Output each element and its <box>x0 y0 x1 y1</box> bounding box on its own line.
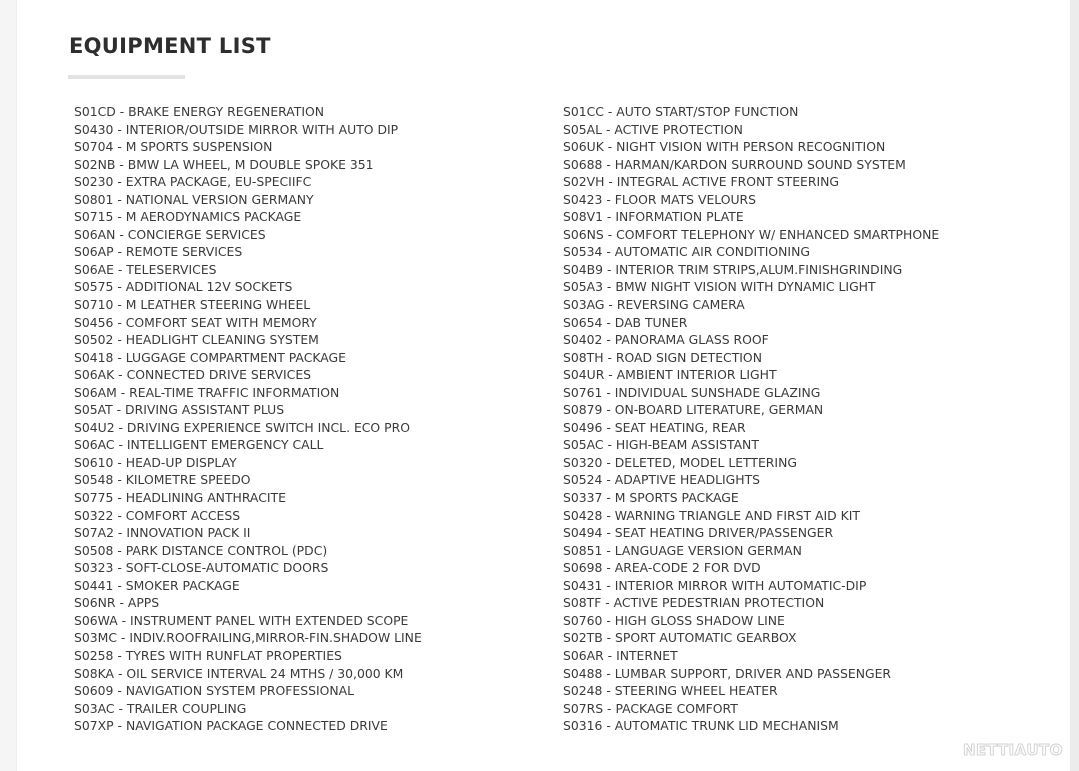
equipment-item: S0428 - WARNING TRIANGLE AND FIRST AID KIT <box>563 507 860 523</box>
equipment-item: S08TH - ROAD SIGN DETECTION <box>563 349 762 365</box>
equipment-item: S03AC - TRAILER COUPLING <box>74 700 247 716</box>
equipment-item: S04U2 - DRIVING EXPERIENCE SWITCH INCL. ECO PRO <box>74 419 410 435</box>
equipment-item: S06WA - INSTRUMENT PANEL WITH EXTENDED SCOPE <box>74 612 409 628</box>
equipment-item: S0494 - SEAT HEATING DRIVER/PASSENGER <box>563 525 834 541</box>
equipment-item: S0402 - PANORAMA GLASS ROOF <box>563 332 769 348</box>
equipment-item: S0320 - DELETED, MODEL LETTERING <box>563 454 797 470</box>
equipment-item: S0704 - M SPORTS SUSPENSION <box>74 139 273 155</box>
equipment-item: S0610 - HEAD-UP DISPLAY <box>74 454 237 470</box>
equipment-item: S0230 - EXTRA PACKAGE, EU-SPECIIFC <box>74 174 312 190</box>
equipment-item: S0534 - AUTOMATIC AIR CONDITIONING <box>563 244 810 260</box>
document-page <box>16 0 1072 771</box>
equipment-item: S06AC - INTELLIGENT EMERGENCY CALL <box>74 437 324 453</box>
equipment-item: S0851 - LANGUAGE VERSION GERMAN <box>563 542 802 558</box>
equipment-item: S0248 - STEERING WHEEL HEATER <box>563 683 778 699</box>
equipment-item: S0423 - FLOOR MATS VELOURS <box>563 191 757 207</box>
equipment-item: S06AP - REMOTE SERVICES <box>74 244 243 260</box>
equipment-item: S0760 - HIGH GLOSS SHADOW LINE <box>563 612 785 628</box>
equipment-item: S08TF - ACTIVE PEDESTRIAN PROTECTION <box>563 595 825 611</box>
equipment-item: S02NB - BMW LA WHEEL, M DOUBLE SPOKE 351 <box>74 156 374 172</box>
equipment-item: S0710 - M LEATHER STEERING WHEEL <box>74 297 311 313</box>
page-edge <box>1070 0 1079 771</box>
equipment-item: S0488 - LUMBAR SUPPORT, DRIVER AND PASSENGER <box>563 665 892 681</box>
equipment-item: S0688 - HARMAN/KARDON SURROUND SOUND SYSTEM <box>563 156 906 172</box>
equipment-item: S0548 - KILOMETRE SPEEDO <box>74 472 251 488</box>
equipment-item: S0502 - HEADLIGHT CLEANING SYSTEM <box>74 332 319 348</box>
equipment-item: S0761 - INDIVIDUAL SUNSHADE GLAZING <box>563 384 821 400</box>
equipment-item: S0698 - AREA-CODE 2 FOR DVD <box>563 560 761 576</box>
equipment-item: S06UK - NIGHT VISION WITH PERSON RECOGNITION <box>563 139 886 155</box>
equipment-item: S0441 - SMOKER PACKAGE <box>74 577 240 593</box>
equipment-item: S0337 - M SPORTS PACKAGE <box>563 490 739 506</box>
equipment-item: S04B9 - INTERIOR TRIM STRIPS,ALUM.FINISHGRINDING <box>563 261 903 277</box>
equipment-item: S06NS - COMFORT TELEPHONY W/ ENHANCED SMARTPHONE <box>563 226 940 242</box>
equipment-item: S06AE - TELESERVICES <box>74 261 217 277</box>
title-underline <box>68 75 185 79</box>
equipment-item: S06AN - CONCIERGE SERVICES <box>74 226 266 242</box>
watermark-logo: NETTIAUTO <box>962 741 1063 759</box>
equipment-item: S0258 - TYRES WITH RUNFLAT PROPERTIES <box>74 647 342 663</box>
equipment-item: S0609 - NAVIGATION SYSTEM PROFESSIONAL <box>74 683 355 699</box>
equipment-item: S05AL - ACTIVE PROTECTION <box>563 121 743 137</box>
equipment-item: S08KA - OIL SERVICE INTERVAL 24 MTHS / 30,000 KM <box>74 665 404 681</box>
equipment-item: S07A2 - INNOVATION PACK II <box>74 525 251 541</box>
equipment-item: S04UR - AMBIENT INTERIOR LIGHT <box>563 367 777 383</box>
equipment-item: S0496 - SEAT HEATING, REAR <box>563 419 746 435</box>
equipment-item: S0524 - ADAPTIVE HEADLIGHTS <box>563 472 761 488</box>
equipment-item: S0775 - HEADLINING ANTHRACITE <box>74 490 286 506</box>
equipment-item: S07RS - PACKAGE COMFORT <box>563 700 738 716</box>
equipment-item: S06AR - INTERNET <box>563 647 678 663</box>
equipment-item: S05A3 - BMW NIGHT VISION WITH DYNAMIC LIGHT <box>563 279 876 295</box>
equipment-item: S02TB - SPORT AUTOMATIC GEARBOX <box>563 630 797 646</box>
equipment-item: S08V1 - INFORMATION PLATE <box>563 209 744 225</box>
page-title: EQUIPMENT LIST <box>69 34 271 58</box>
equipment-item: S0879 - ON-BOARD LITERATURE, GERMAN <box>563 402 824 418</box>
equipment-item: S0430 - INTERIOR/OUTSIDE MIRROR WITH AUTO DIP <box>74 121 399 137</box>
equipment-item: S0654 - DAB TUNER <box>563 314 688 330</box>
equipment-item: S03MC - INDIV.ROOFRAILING,MIRROR-FIN.SHADOW LINE <box>74 630 422 646</box>
equipment-item: S06AM - REAL-TIME TRAFFIC INFORMATION <box>74 384 340 400</box>
equipment-item: S0316 - AUTOMATIC TRUNK LID MECHANISM <box>563 718 839 734</box>
equipment-item: S07XP - NAVIGATION PACKAGE CONNECTED DRIVE <box>74 718 388 734</box>
equipment-item: S03AG - REVERSING CAMERA <box>563 297 745 313</box>
equipment-item: S01CD - BRAKE ENERGY REGENERATION <box>74 104 325 119</box>
equipment-item: S06AK - CONNECTED DRIVE SERVICES <box>74 367 312 383</box>
equipment-item: S01CC - AUTO START/STOP FUNCTION <box>563 104 799 119</box>
equipment-item: S0508 - PARK DISTANCE CONTROL (PDC) <box>74 542 328 558</box>
equipment-item: S0323 - SOFT-CLOSE-AUTOMATIC DOORS <box>74 560 329 576</box>
equipment-item: S0456 - COMFORT SEAT WITH MEMORY <box>74 314 317 330</box>
equipment-item: S0431 - INTERIOR MIRROR WITH AUTOMATIC-DIP <box>563 577 867 593</box>
equipment-item: S0801 - NATIONAL VERSION GERMANY <box>74 191 314 207</box>
equipment-list-right-column <box>563 103 939 735</box>
equipment-list-left-column <box>74 103 422 735</box>
equipment-item: S02VH - INTEGRAL ACTIVE FRONT STEERING <box>563 174 839 190</box>
equipment-item: S0715 - M AERODYNAMICS PACKAGE <box>74 209 302 225</box>
equipment-item: S05AT - DRIVING ASSISTANT PLUS <box>74 402 285 418</box>
equipment-item: S0322 - COMFORT ACCESS <box>74 507 241 523</box>
equipment-item: S06NR - APPS <box>74 595 160 611</box>
equipment-item: S0418 - LUGGAGE COMPARTMENT PACKAGE <box>74 349 346 365</box>
equipment-item: S0575 - ADDITIONAL 12V SOCKETS <box>74 279 293 295</box>
equipment-item: S05AC - HIGH-BEAM ASSISTANT <box>563 437 759 453</box>
